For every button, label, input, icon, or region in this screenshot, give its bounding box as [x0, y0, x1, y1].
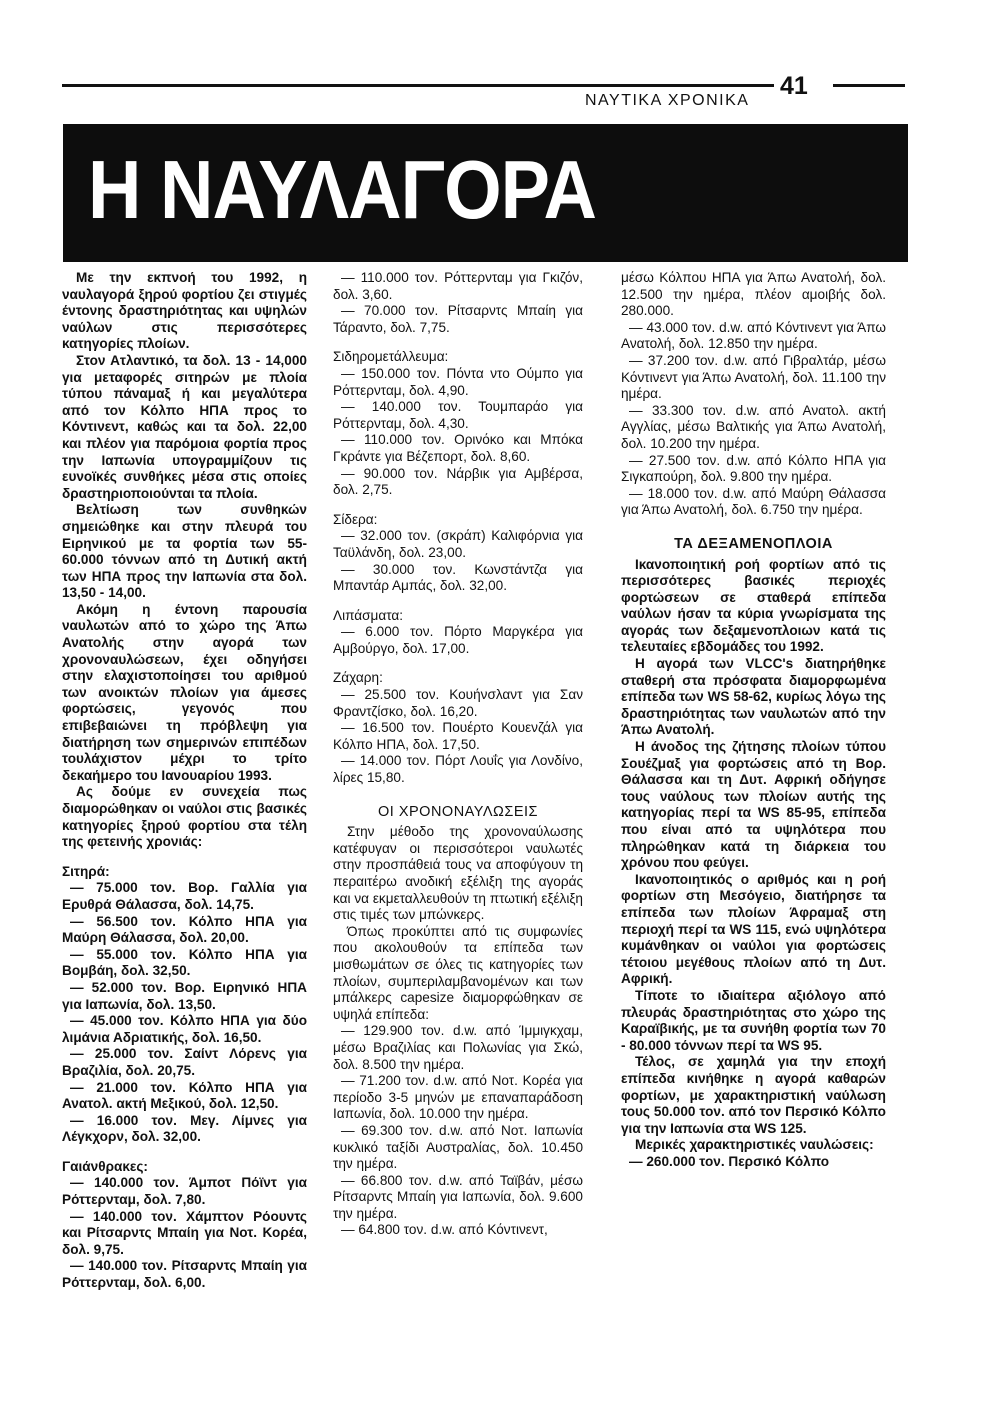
- title-banner: [63, 124, 908, 262]
- list-item: — 260.000 τον. Περσικό Κόλπο: [629, 1153, 830, 1169]
- section-label-fertilizer: Λιπάσματα:: [333, 607, 404, 623]
- section-label-grain: Σιτηρά:: [62, 863, 110, 879]
- list-item: — 110.000 τον. Ορινόκο και Μπόκα Γκράντε για Βέζεπορτ, δολ. 8,60.: [333, 432, 583, 464]
- paragraph: Ικανοποιητικός ο αριθμός και η ροή φορτίων στη Μεσόγειο, διατήρησε τα επίπεδα των πλοίων Άφραμαξ στη περιοχή περί τα WS 115, ενώ υψηλότερα κυμάνθηκαν οι ναύλοι για φορτώσεις τέτοιου μεγέθους πλοίων από τη Δυτ. Αφρική.: [621, 871, 886, 987]
- list-item: — 37.200 τον. d.w. από Γιβραλτάρ, μέσω Κόντινεντ για Άπω Ανατολή, δολ. 11.100 την ημέρα.: [621, 352, 886, 402]
- list-item: — 45.000 τον. Κόλπο ΗΠΑ για δύο λιμάνια Αδριατικής, δολ. 16,50.: [62, 1013, 307, 1045]
- list-item: — 56.500 τον. Κόλπο ΗΠΑ για Μαύρη Θάλασσα, δολ. 20,00.: [62, 913, 307, 946]
- column-2: [333, 270, 583, 1239]
- list-item: — 32.000 τον. (σκράπ) Καλιφόρνια για Ταϋλάνδη, δολ. 23,00.: [333, 528, 583, 560]
- paragraph: Τίποτε το ιδιαίτερα αξιόλογο από πλευράς δραστηριότητας στο χώρο της Καραϊβικής, με τα συνήθη φορτία των 70 - 80.000 τόννων περί τα WS 95.: [621, 987, 886, 1053]
- article-title: Η ΝΑΥΛΑΓΟΡΑ: [88, 143, 596, 237]
- list-item: μέσω Κόλπου ΗΠΑ για Άπω Ανατολή, δολ. 12.500 την ημέρα, πλέον αμοιβής δολ. 280.000.: [621, 270, 886, 319]
- list-item: — 71.200 τον. d.w. από Νοτ. Κορέα για περίοδο 3-5 μηνών με επαναπαράδοση Ιαπωνία, δολ. 10.000 την ημέρα.: [333, 1073, 583, 1122]
- paragraph: Ας δούμε εν συνεχεία πως διαμορώθηκαν οι ναύλοι στις βασικές κατηγορίες ξηρού φορτίου στα τέλη της φετεινής χρονιάς:: [62, 784, 307, 850]
- paragraph: Στον Ατλαντικό, τα δολ. 13 - 14,000 για μεταφορές σιτηρών με πλοία τύπου πάναμαξ ή και μεγαλύτερα από τον Κόλπο ΗΠΑ προς το Κόντινεντ, καθώς και τα δολ. 22,00 και πλέον για παρόμοια φορτία προς την Ιαπωνία υπογραμμίζουν τις ευνοϊκές συνθήκες μέσα στις οποίες δραστηριοποιούνται τα πλοία.: [62, 352, 307, 501]
- list-item: — 140.000 τον. Τουμπαράο για Ρόττερνταμ, δολ. 4,30.: [333, 399, 583, 431]
- list-item: — 140.000 τον. Ρίτσαρντς Μπαίη για Ρόττερνταμ, δολ. 6,00.: [62, 1258, 307, 1291]
- list-item: — 52.000 τον. Βορ. Ειρηνικό ΗΠΑ για Ιαπωνία, δολ. 13,50.: [62, 979, 307, 1012]
- list-item: — 16.000 τον. Μεγ. Λίμνες για Λέγκχορν, δολ. 32,00.: [62, 1112, 307, 1145]
- list-item: — 140.000 τον. Άμποτ Πόϊντ για Ρόττερνταμ, δολ. 7,80.: [62, 1175, 307, 1208]
- list-item: — 25.000 τον. Σαίντ Λόρενς για Βραζιλία, δολ. 20,75.: [62, 1046, 307, 1078]
- list-item: — 150.000 τον. Πόντα ντο Ούμπο για Ρόττερνταμ, δολ. 4,90.: [333, 365, 583, 398]
- paragraph: Μερικές χαρακτηριστικές ναυλώσεις:: [635, 1137, 874, 1153]
- list-item: — 110.000 τον. Ρόττερνταμ για Γκιζόν, δολ. 3,60.: [333, 270, 583, 302]
- section-label-scrap: Σίδερα:: [333, 511, 378, 527]
- paragraph: Ικανοποιητική ροή φορτίων από τις περισσότερες βασικές περιοχές φορτώσεων σε σταθερά επίπεδα ναύλων ήσαν τα κύρια γνωρίσματα της αγοράς των δεξαμενοπλοιων κατά τις τελευταίες εβδομάδες του 1992.: [621, 556, 886, 655]
- list-item: — 16.500 τον. Πουέρτο Κουενζάλ για Κόλπο ΗΠΑ, δολ. 17,50.: [333, 720, 583, 752]
- section-label-iron-ore: Σιδηρομετάλλευμα:: [333, 349, 449, 365]
- paragraph: Με την εκπνοή του 1992, η ναυλαγορά ξηρού φορτίου ζει στιγμές έντονης δραστηριότητας και υψηλών ναύλων στις περισσότερες κατηγορίες πλοίων.: [62, 270, 307, 352]
- section-heading-timecharter: ΟΙ ΧΡΟΝΟΝΑΥΛΩΣΕΙΣ: [377, 803, 539, 820]
- list-item: — 30.000 τον. Κωνστάντζα για Μπαντάρ Αμπάς, δολ. 32,00.: [333, 561, 583, 594]
- paragraph: Στην μέθοδο της χρονοναύλωσης κατέφυγαν οι περισσότεροι ναυλωτές στην προσπάθειά τους να αποφύγουν τη περαιτέρω ανοδική εξέλιξη της αγοράς και να εκμεταλλευθούν τη πτωτική εξέλιξη στις τιμές των μπώνκερς.: [333, 824, 583, 923]
- list-item: — 14.000 τον. Πόρτ Λουΐς για Λονδίνο, λίρες 15,80.: [333, 753, 583, 786]
- section-label-sugar: Ζάχαρη:: [333, 670, 383, 686]
- paragraph: Όπως προκύπτει από τις συμφωνίες που ακολουθούν τα επίπεδα των μισθωμάτων σε όλες τις κατηγορίες των πλοίων, συμπεριλαμβανομένων και των μπάλκερς capesize διαμορφώθηκαν σε υψηλά επίπεδα:: [333, 923, 583, 1022]
- list-item: — 90.000 τον. Νάρβικ για Αμβέρσα, δολ. 2,75.: [333, 465, 583, 498]
- section-label-coal: Γαιάνθρακες:: [62, 1158, 148, 1174]
- paragraph: Τέλος, σε χαμηλά για την εποχή επίπεδα κινήθηκε η αγορά καθαρών φορτίων, με χαρακτηριστική ναύλωση τους 50.000 τον. από τον Περσικό Κόλπο για την Ιαπωνία στα WS 125.: [621, 1054, 886, 1136]
- list-item: — 55.000 τον. Κόλπο ΗΠΑ για Βομβάη, δολ. 32,50.: [62, 946, 307, 979]
- header-rule-right: [833, 84, 905, 87]
- list-item: — 129.900 τον. d.w. από Ίμμιγκχαμ, μέσω Βραζιλίας και Πολωνίας για Σκώ, δολ. 8.500 την ημέρα.: [333, 1023, 583, 1072]
- list-item: — 43.000 τον. d.w. από Κόντινεντ για Άπω Ανατολή, δολ. 12.850 την ημέρα.: [621, 319, 886, 352]
- list-item: — 64.800 τον. d.w. από Κόντινεντ,: [341, 1222, 548, 1238]
- list-item: — 21.000 τον. Κόλπο ΗΠΑ για Ανατολ. ακτή Μεξικού, δολ. 12,50.: [62, 1079, 307, 1112]
- list-item: — 140.000 τον. Χάμπτον Ρόουντς και Ρίτσαρντς Μπαίη για Νοτ. Κορέα, δολ. 9,75.: [62, 1208, 307, 1257]
- header-rule-left: [62, 84, 774, 87]
- list-item: — 69.300 τον. d.w. από Νοτ. Ιαπωνία κυκλικό ταξίδι Αυστραλίας, δολ. 10.450 την ημέρα.: [333, 1122, 583, 1172]
- section-heading-tankers: ΤΑ ΔΕΞΑΜΕΝΟΠΛΟΙΑ: [674, 535, 833, 552]
- column-3: [621, 270, 886, 1170]
- list-item: — 27.500 τον. d.w. από Κόλπο ΗΠΑ για Σιγκαπούρη, δολ. 9.800 την ημέρα.: [621, 452, 886, 485]
- list-item: — 75.000 τον. Βορ. Γαλλία για Ερυθρά Θάλασσα, δολ. 14,75.: [62, 880, 307, 912]
- paragraph: Ακόμη η έντονη παρουσία ναυλωτών από το χώρο της Άπω Ανατολής στην αγορά των χρονοναυλώσεων, έχει οδηγήσει στην ελαχιστοποίησει του αριθμού των ανοικτών πλοίων για άμεσες φορτώσεις, γεγονός που επιβεβαιώνει τη πρόβλεψη για διατήρηση των σημερινών επιπέδων τουλάχιστον μέχρι το τρίτο δεκαήμερο του Ιανουαρίου 1993.: [62, 601, 307, 783]
- list-item: — 66.800 τον. d.w. από Ταϊβάν, μέσω Ρίτσαρντς Μπαίη για Ιαπωνία, δολ. 9.600 την ημέρα.: [333, 1172, 583, 1221]
- column-1: [62, 270, 307, 1292]
- paragraph: Βελτίωση των συνθηκών σημειώθηκε και στην πλευρά του Ειρηνικού με τα φορτία των 55- 60.000 τόννων από τη Δυτική ακτή των ΗΠΑ προς την Ιαπωνία στα δολ. 13,50 - 14,00.: [62, 502, 307, 601]
- list-item: — 33.300 τον. d.w. από Ανατολ. ακτή Αγγλίας, μέσω Βαλτικής για Άπω Ανατολή, δολ. 10.200 την ημέρα.: [621, 402, 886, 451]
- list-item: — 6.000 τον. Πόρτο Μαργκέρα για Αμβούργο, δολ. 17,00.: [333, 624, 583, 656]
- paragraph: Η άνοδος της ζήτησης πλοίων τύπου Σουέζμαξ για φορτώσεις από τη Βορ. Θάλασσα και τη Δυτ. Αφρική οδήγησε τους ναύλους των πλοίων αυτής της κατηγορίας περί τα WS 85-95, επίπεδα που είναι από τα υψηλότερα που πληρώθηκαν κατά τη διάρκεια του χρόνου που φεύγει.: [621, 739, 886, 871]
- paragraph: Η αγορά των VLCC's διατηρήθηκε σταθερή στα πρόσφατα διαμορφωμένα επίπεδα των WS 58-62, κυρίως λόγω της δραστηριότητας των ναυλωτών από την Άπω Ανατολή.: [621, 656, 886, 738]
- list-item: — 25.500 τον. Κουήνσλαντ για Σαν Φραντζίσκο, δολ. 16,20.: [333, 687, 583, 719]
- list-item: — 70.000 τον. Ρίτσαρντς Μπαίη για Τάραντο, δολ. 7,75.: [333, 303, 583, 335]
- magazine-name: ΝΑΥΤΙΚΑ ΧΡΟΝΙΚΑ: [585, 92, 750, 109]
- page-number: 41: [780, 72, 808, 100]
- list-item: — 18.000 τον. d.w. από Μαύρη Θάλασσα για Άπω Ανατολή, δολ. 6.750 την ημέρα.: [621, 485, 886, 518]
